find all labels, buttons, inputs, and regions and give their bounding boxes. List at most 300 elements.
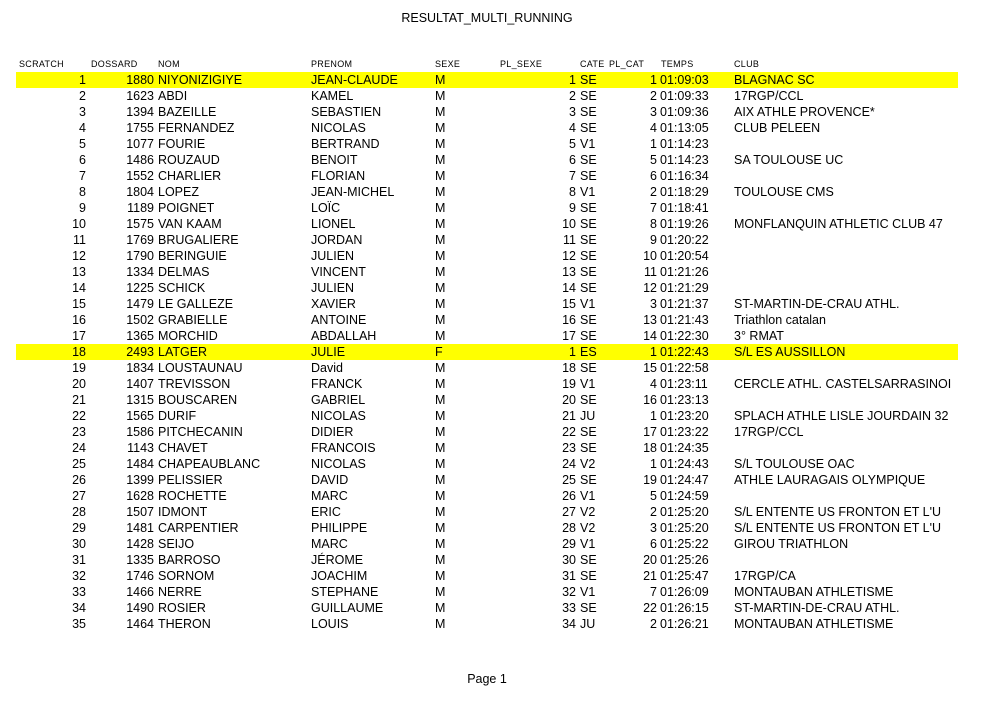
cell-nom: BARROSO xyxy=(158,553,221,567)
cell-scratch: 3 xyxy=(79,105,86,119)
cell-dossard: 1143 xyxy=(127,441,154,455)
cell-sexe: M xyxy=(435,265,446,279)
cell-dossard: 1790 xyxy=(126,249,154,263)
cell-prenom: ERIC xyxy=(311,505,341,519)
cell-pl-cat: 8 xyxy=(650,217,657,231)
cell-club: 17RGP/CA xyxy=(734,569,796,583)
cell-pl-sexe: 16 xyxy=(562,313,576,327)
cell-pl-sexe: 2 xyxy=(569,89,576,103)
cell-scratch: 19 xyxy=(72,361,86,375)
cell-nom: LOPEZ xyxy=(158,185,199,199)
cell-club: SPLACH ATHLE LISLE JOURDAIN 32 xyxy=(734,409,949,423)
cell-cate: V1 xyxy=(580,185,596,199)
cell-temps: 01:24:59 xyxy=(660,489,709,503)
cell-scratch: 23 xyxy=(72,425,86,439)
cell-pl-sexe: 31 xyxy=(562,569,576,583)
cell-prenom: ANTOINE xyxy=(311,313,367,327)
cell-nom: THERON xyxy=(158,617,211,631)
cell-club: S/L ES AUSSILLON xyxy=(734,345,846,359)
table-row xyxy=(0,584,980,600)
cell-temps: 01:09:33 xyxy=(660,89,709,103)
column-header-row xyxy=(0,59,980,71)
table-row xyxy=(0,600,980,616)
cell-scratch: 18 xyxy=(72,345,86,359)
col-header-pl-sexe: PL_SEXE xyxy=(500,59,543,69)
cell-cate: JU xyxy=(580,409,596,423)
cell-sexe: M xyxy=(435,537,446,551)
cell-dossard: 1755 xyxy=(126,121,154,135)
cell-prenom: LOUIS xyxy=(311,617,349,631)
cell-prenom: JULIE xyxy=(311,345,346,359)
cell-dossard: 1464 xyxy=(126,617,154,631)
cell-dossard: 1623 xyxy=(126,89,154,103)
cell-sexe: M xyxy=(435,441,446,455)
cell-pl-cat: 2 xyxy=(650,505,657,519)
cell-scratch: 4 xyxy=(79,121,86,135)
cell-prenom: KAMEL xyxy=(311,89,354,103)
cell-sexe: M xyxy=(435,393,446,407)
cell-pl-cat: 2 xyxy=(650,89,657,103)
cell-prenom: JULIEN xyxy=(311,249,355,263)
cell-sexe: M xyxy=(435,553,446,567)
cell-pl-cat: 1 xyxy=(650,345,657,359)
cell-sexe: M xyxy=(435,409,446,423)
cell-prenom: GUILLAUME xyxy=(311,601,384,615)
cell-nom: MORCHID xyxy=(158,329,218,343)
cell-cate: V2 xyxy=(580,521,596,535)
cell-pl-sexe: 1 xyxy=(569,345,576,359)
cell-dossard: 1407 xyxy=(126,377,154,391)
cell-scratch: 5 xyxy=(79,137,86,151)
cell-pl-sexe: 20 xyxy=(562,393,576,407)
cell-temps: 01:23:22 xyxy=(660,425,709,439)
cell-prenom: MARC xyxy=(311,489,348,503)
table-row xyxy=(0,120,980,136)
cell-scratch: 1 xyxy=(79,73,86,87)
cell-club: BLAGNAC SC xyxy=(734,73,815,87)
cell-prenom: SEBASTIEN xyxy=(311,105,382,119)
cell-club: CERCLE ATHL. CASTELSARRASINOI xyxy=(734,377,952,391)
cell-pl-cat: 19 xyxy=(643,473,657,487)
cell-club: S/L ENTENTE US FRONTON ET L'U xyxy=(734,505,942,519)
cell-dossard: 2493 xyxy=(126,345,154,359)
cell-cate: V1 xyxy=(580,377,596,391)
cell-scratch: 20 xyxy=(72,377,86,391)
cell-nom: LE GALLEZE xyxy=(158,297,234,311)
results-table xyxy=(0,72,980,632)
cell-pl-cat: 10 xyxy=(643,249,657,263)
table-row xyxy=(0,136,980,152)
cell-pl-sexe: 9 xyxy=(569,201,576,215)
cell-prenom: ABDALLAH xyxy=(311,329,377,343)
cell-cate: SE xyxy=(580,73,597,87)
cell-club: S/L TOULOUSE OAC xyxy=(734,457,855,471)
cell-pl-cat: 7 xyxy=(650,201,657,215)
cell-dossard: 1484 xyxy=(126,457,154,471)
cell-scratch: 24 xyxy=(72,441,86,455)
cell-pl-cat: 15 xyxy=(643,361,657,375)
cell-sexe: M xyxy=(435,137,446,151)
cell-pl-cat: 4 xyxy=(650,377,657,391)
cell-sexe: M xyxy=(435,89,446,103)
cell-sexe: M xyxy=(435,185,446,199)
cell-cate: SE xyxy=(580,473,597,487)
cell-pl-cat: 5 xyxy=(650,489,657,503)
table-row xyxy=(0,360,980,376)
cell-cate: SE xyxy=(580,441,597,455)
cell-cate: SE xyxy=(580,601,597,615)
cell-sexe: M xyxy=(435,425,446,439)
cell-club: MONTAUBAN ATHLETISME xyxy=(734,585,894,599)
cell-nom: BOUSCAREN xyxy=(158,393,238,407)
cell-temps: 01:25:26 xyxy=(660,553,709,567)
table-row xyxy=(0,520,980,536)
cell-sexe: M xyxy=(435,585,446,599)
cell-nom: BAZEILLE xyxy=(158,105,217,119)
col-header-club: CLUB xyxy=(734,59,760,69)
table-row xyxy=(0,408,980,424)
table-row xyxy=(0,440,980,456)
cell-pl-cat: 17 xyxy=(643,425,657,439)
cell-prenom: DIDIER xyxy=(311,425,354,439)
cell-pl-sexe: 27 xyxy=(562,505,576,519)
table-row-highlighted xyxy=(16,344,958,360)
cell-pl-cat: 5 xyxy=(650,153,657,167)
cell-cate: SE xyxy=(580,393,597,407)
cell-nom: GRABIELLE xyxy=(158,313,228,327)
cell-nom: TREVISSON xyxy=(158,377,231,391)
cell-prenom: FLORIAN xyxy=(311,169,366,183)
cell-sexe: M xyxy=(435,617,446,631)
cell-pl-cat: 20 xyxy=(643,553,657,567)
cell-dossard: 1880 xyxy=(126,73,154,87)
cell-dossard: 1189 xyxy=(127,201,154,215)
cell-sexe: M xyxy=(435,217,446,231)
cell-prenom: JÉROME xyxy=(311,553,364,567)
cell-scratch: 21 xyxy=(72,393,86,407)
cell-club: ATHLE LAURAGAIS OLYMPIQUE xyxy=(734,473,926,487)
cell-nom: SEIJO xyxy=(158,537,195,551)
cell-pl-cat: 13 xyxy=(643,313,657,327)
cell-prenom: LOÏC xyxy=(311,201,341,215)
cell-prenom: VINCENT xyxy=(311,265,366,279)
cell-pl-sexe: 11 xyxy=(563,233,576,247)
cell-scratch: 2 xyxy=(79,89,86,103)
cell-pl-sexe: 3 xyxy=(569,105,576,119)
cell-prenom: GABRIEL xyxy=(311,393,366,407)
cell-club: ST-MARTIN-DE-CRAU ATHL. xyxy=(734,297,900,311)
cell-scratch: 16 xyxy=(72,313,86,327)
cell-sexe: M xyxy=(435,73,446,87)
cell-pl-cat: 1 xyxy=(650,73,657,87)
table-row xyxy=(0,248,980,264)
cell-temps: 01:18:29 xyxy=(660,185,709,199)
cell-temps: 01:21:26 xyxy=(660,265,709,279)
cell-club: 17RGP/CCL xyxy=(734,425,804,439)
cell-temps: 01:21:37 xyxy=(660,297,709,311)
cell-temps: 01:26:21 xyxy=(660,617,709,631)
cell-pl-cat: 7 xyxy=(650,585,657,599)
table-row xyxy=(0,104,980,120)
cell-temps: 01:09:03 xyxy=(660,73,709,87)
table-row xyxy=(0,296,980,312)
cell-pl-cat: 14 xyxy=(643,329,657,343)
table-row xyxy=(0,232,980,248)
cell-club: 3° RMAT xyxy=(734,329,784,343)
cell-temps: 01:23:11 xyxy=(660,377,708,391)
cell-temps: 01:25:20 xyxy=(660,505,709,519)
cell-sexe: M xyxy=(435,473,446,487)
cell-cate: SE xyxy=(580,201,597,215)
cell-pl-cat: 3 xyxy=(650,297,657,311)
table-row xyxy=(0,504,980,520)
cell-nom: FERNANDEZ xyxy=(158,121,235,135)
cell-cate: SE xyxy=(580,153,597,167)
table-row xyxy=(0,312,980,328)
cell-pl-cat: 9 xyxy=(650,233,657,247)
cell-scratch: 22 xyxy=(72,409,86,423)
cell-scratch: 7 xyxy=(79,169,86,183)
cell-temps: 01:21:43 xyxy=(660,313,709,327)
cell-scratch: 17 xyxy=(72,329,86,343)
cell-pl-sexe: 7 xyxy=(569,169,576,183)
cell-nom: IDMONT xyxy=(158,505,208,519)
cell-pl-sexe: 33 xyxy=(562,601,576,615)
cell-pl-cat: 2 xyxy=(650,185,657,199)
cell-pl-sexe: 15 xyxy=(562,297,576,311)
cell-temps: 01:25:20 xyxy=(660,521,709,535)
cell-dossard: 1746 xyxy=(126,569,154,583)
cell-club: TOULOUSE CMS xyxy=(734,185,834,199)
col-header-dossard: DOSSARD xyxy=(91,59,138,69)
cell-dossard: 1399 xyxy=(126,473,154,487)
cell-nom: BRUGALIERE xyxy=(158,233,239,247)
table-row xyxy=(0,424,980,440)
cell-sexe: M xyxy=(435,457,446,471)
cell-cate: SE xyxy=(580,553,597,567)
table-row xyxy=(0,568,980,584)
cell-scratch: 30 xyxy=(72,537,86,551)
cell-dossard: 1335 xyxy=(126,553,154,567)
cell-temps: 01:22:58 xyxy=(660,361,709,375)
cell-scratch: 31 xyxy=(72,553,86,567)
cell-nom: VAN KAAM xyxy=(158,217,222,231)
cell-nom: NIYONIZIGIYE xyxy=(158,73,243,87)
cell-sexe: M xyxy=(435,121,446,135)
cell-pl-sexe: 21 xyxy=(562,409,576,423)
cell-pl-sexe: 5 xyxy=(569,137,576,151)
cell-temps: 01:16:34 xyxy=(660,169,709,183)
cell-nom: FOURIE xyxy=(158,137,206,151)
cell-cate: SE xyxy=(580,233,597,247)
cell-sexe: M xyxy=(435,233,446,247)
cell-scratch: 13 xyxy=(72,265,86,279)
cell-scratch: 10 xyxy=(72,217,86,231)
cell-pl-cat: 3 xyxy=(650,105,657,119)
cell-pl-cat: 11 xyxy=(644,265,657,279)
cell-temps: 01:09:36 xyxy=(660,105,709,119)
cell-nom: ROCHETTE xyxy=(158,489,227,503)
col-header-scratch: SCRATCH xyxy=(19,59,64,69)
cell-prenom: JULIEN xyxy=(311,281,355,295)
cell-pl-sexe: 34 xyxy=(562,617,576,631)
cell-nom: LATGER xyxy=(158,345,208,359)
cell-nom: ROSIER xyxy=(158,601,206,615)
report-title: RESULTAT_MULTI_RUNNING xyxy=(401,11,573,25)
cell-prenom: BERTRAND xyxy=(311,137,380,151)
table-row xyxy=(0,184,980,200)
cell-dossard: 1394 xyxy=(126,105,154,119)
cell-pl-cat: 1 xyxy=(650,409,657,423)
col-header-prenom: PRENOM xyxy=(311,59,353,69)
cell-club: GIROU TRIATHLON xyxy=(734,537,849,551)
cell-dossard: 1565 xyxy=(126,409,154,423)
col-header-temps: TEMPS xyxy=(661,59,694,69)
cell-temps: 01:13:05 xyxy=(660,121,709,135)
cell-pl-sexe: 26 xyxy=(562,489,576,503)
cell-sexe: M xyxy=(435,377,446,391)
cell-cate: ES xyxy=(580,345,597,359)
cell-club: 17RGP/CCL xyxy=(734,89,804,103)
cell-cate: V1 xyxy=(580,297,596,311)
cell-pl-cat: 6 xyxy=(650,537,657,551)
cell-pl-sexe: 19 xyxy=(562,377,576,391)
cell-sexe: M xyxy=(435,249,446,263)
cell-club: AIX ATHLE PROVENCE* xyxy=(734,105,875,119)
cell-prenom: DAVID xyxy=(311,473,349,487)
cell-cate: SE xyxy=(580,281,597,295)
cell-cate: SE xyxy=(580,265,597,279)
cell-prenom: David xyxy=(311,361,343,375)
cell-temps: 01:26:09 xyxy=(660,585,709,599)
col-header-nom: NOM xyxy=(158,59,180,69)
cell-temps: 01:18:41 xyxy=(660,201,709,215)
cell-dossard: 1479 xyxy=(126,297,154,311)
cell-pl-sexe: 28 xyxy=(562,521,576,535)
cell-pl-sexe: 4 xyxy=(569,121,576,135)
cell-club: CLUB PELEEN xyxy=(734,121,821,135)
cell-pl-sexe: 17 xyxy=(562,329,576,343)
cell-dossard: 1628 xyxy=(126,489,154,503)
cell-dossard: 1077 xyxy=(126,137,154,151)
cell-nom: POIGNET xyxy=(158,201,215,215)
cell-pl-sexe: 25 xyxy=(562,473,576,487)
cell-scratch: 11 xyxy=(73,233,86,247)
cell-cate: SE xyxy=(580,89,597,103)
cell-temps: 01:14:23 xyxy=(660,153,709,167)
cell-cate: JU xyxy=(580,617,596,631)
cell-nom: DURIF xyxy=(158,409,197,423)
col-header-pl-cat: PL_CAT xyxy=(609,59,645,69)
cell-pl-sexe: 10 xyxy=(562,217,576,231)
cell-pl-cat: 1 xyxy=(650,137,657,151)
cell-club: S/L ENTENTE US FRONTON ET L'U xyxy=(734,521,942,535)
cell-prenom: PHILIPPE xyxy=(311,521,368,535)
table-row xyxy=(0,88,980,104)
cell-pl-sexe: 30 xyxy=(562,553,576,567)
table-row xyxy=(0,552,980,568)
table-row xyxy=(0,264,980,280)
cell-prenom: NICOLAS xyxy=(311,457,366,471)
cell-prenom: STEPHANE xyxy=(311,585,379,599)
cell-scratch: 29 xyxy=(72,521,86,535)
cell-pl-sexe: 13 xyxy=(562,265,576,279)
cell-pl-sexe: 23 xyxy=(562,441,576,455)
cell-temps: 01:24:43 xyxy=(660,457,709,471)
cell-sexe: M xyxy=(435,281,446,295)
cell-temps: 01:26:15 xyxy=(660,601,709,615)
cell-pl-sexe: 29 xyxy=(562,537,576,551)
table-row xyxy=(0,152,980,168)
cell-temps: 01:23:20 xyxy=(660,409,709,423)
cell-temps: 01:22:43 xyxy=(660,345,709,359)
cell-club: MONFLANQUIN ATHLETIC CLUB 47 xyxy=(734,217,943,231)
cell-pl-cat: 4 xyxy=(650,121,657,135)
cell-prenom: NICOLAS xyxy=(311,409,366,423)
cell-dossard: 1490 xyxy=(126,601,154,615)
cell-pl-sexe: 12 xyxy=(562,249,576,263)
cell-club: SA TOULOUSE UC xyxy=(734,153,844,167)
cell-nom: ROUZAUD xyxy=(158,153,220,167)
cell-club: Triathlon catalan xyxy=(734,313,826,327)
table-row xyxy=(0,392,980,408)
cell-dossard: 1481 xyxy=(126,521,154,535)
col-header-cate: CATE xyxy=(580,59,605,69)
cell-cate: SE xyxy=(580,569,597,583)
cell-dossard: 1575 xyxy=(126,217,154,231)
cell-scratch: 9 xyxy=(79,201,86,215)
cell-sexe: M xyxy=(435,105,446,119)
table-row xyxy=(0,280,980,296)
cell-scratch: 33 xyxy=(72,585,86,599)
cell-pl-cat: 22 xyxy=(643,601,657,615)
cell-sexe: M xyxy=(435,505,446,519)
cell-scratch: 28 xyxy=(72,505,86,519)
cell-scratch: 34 xyxy=(72,601,86,615)
cell-temps: 01:23:13 xyxy=(660,393,709,407)
cell-pl-cat: 1 xyxy=(650,457,657,471)
cell-dossard: 1486 xyxy=(126,153,154,167)
cell-cate: SE xyxy=(580,169,597,183)
cell-nom: LOUSTAUNAU xyxy=(158,361,243,375)
cell-sexe: M xyxy=(435,201,446,215)
cell-sexe: M xyxy=(435,297,446,311)
cell-pl-cat: 12 xyxy=(643,281,657,295)
cell-cate: V2 xyxy=(580,505,596,519)
cell-scratch: 6 xyxy=(79,153,86,167)
cell-temps: 01:22:30 xyxy=(660,329,709,343)
cell-scratch: 27 xyxy=(72,489,86,503)
cell-cate: V1 xyxy=(580,137,596,151)
cell-pl-sexe: 6 xyxy=(569,153,576,167)
cell-scratch: 15 xyxy=(72,297,86,311)
table-row xyxy=(0,216,980,232)
cell-nom: SORNOM xyxy=(158,569,215,583)
cell-cate: SE xyxy=(580,361,597,375)
table-row xyxy=(0,488,980,504)
cell-cate: V1 xyxy=(580,585,596,599)
cell-dossard: 1552 xyxy=(126,169,154,183)
cell-pl-cat: 21 xyxy=(643,569,657,583)
cell-sexe: M xyxy=(435,569,446,583)
cell-scratch: 35 xyxy=(72,617,86,631)
cell-cate: SE xyxy=(580,329,597,343)
cell-sexe: M xyxy=(435,361,446,375)
cell-club: MONTAUBAN ATHLETISME xyxy=(734,617,894,631)
cell-nom: CARPENTIER xyxy=(158,521,239,535)
cell-dossard: 1769 xyxy=(126,233,154,247)
cell-pl-sexe: 14 xyxy=(562,281,576,295)
